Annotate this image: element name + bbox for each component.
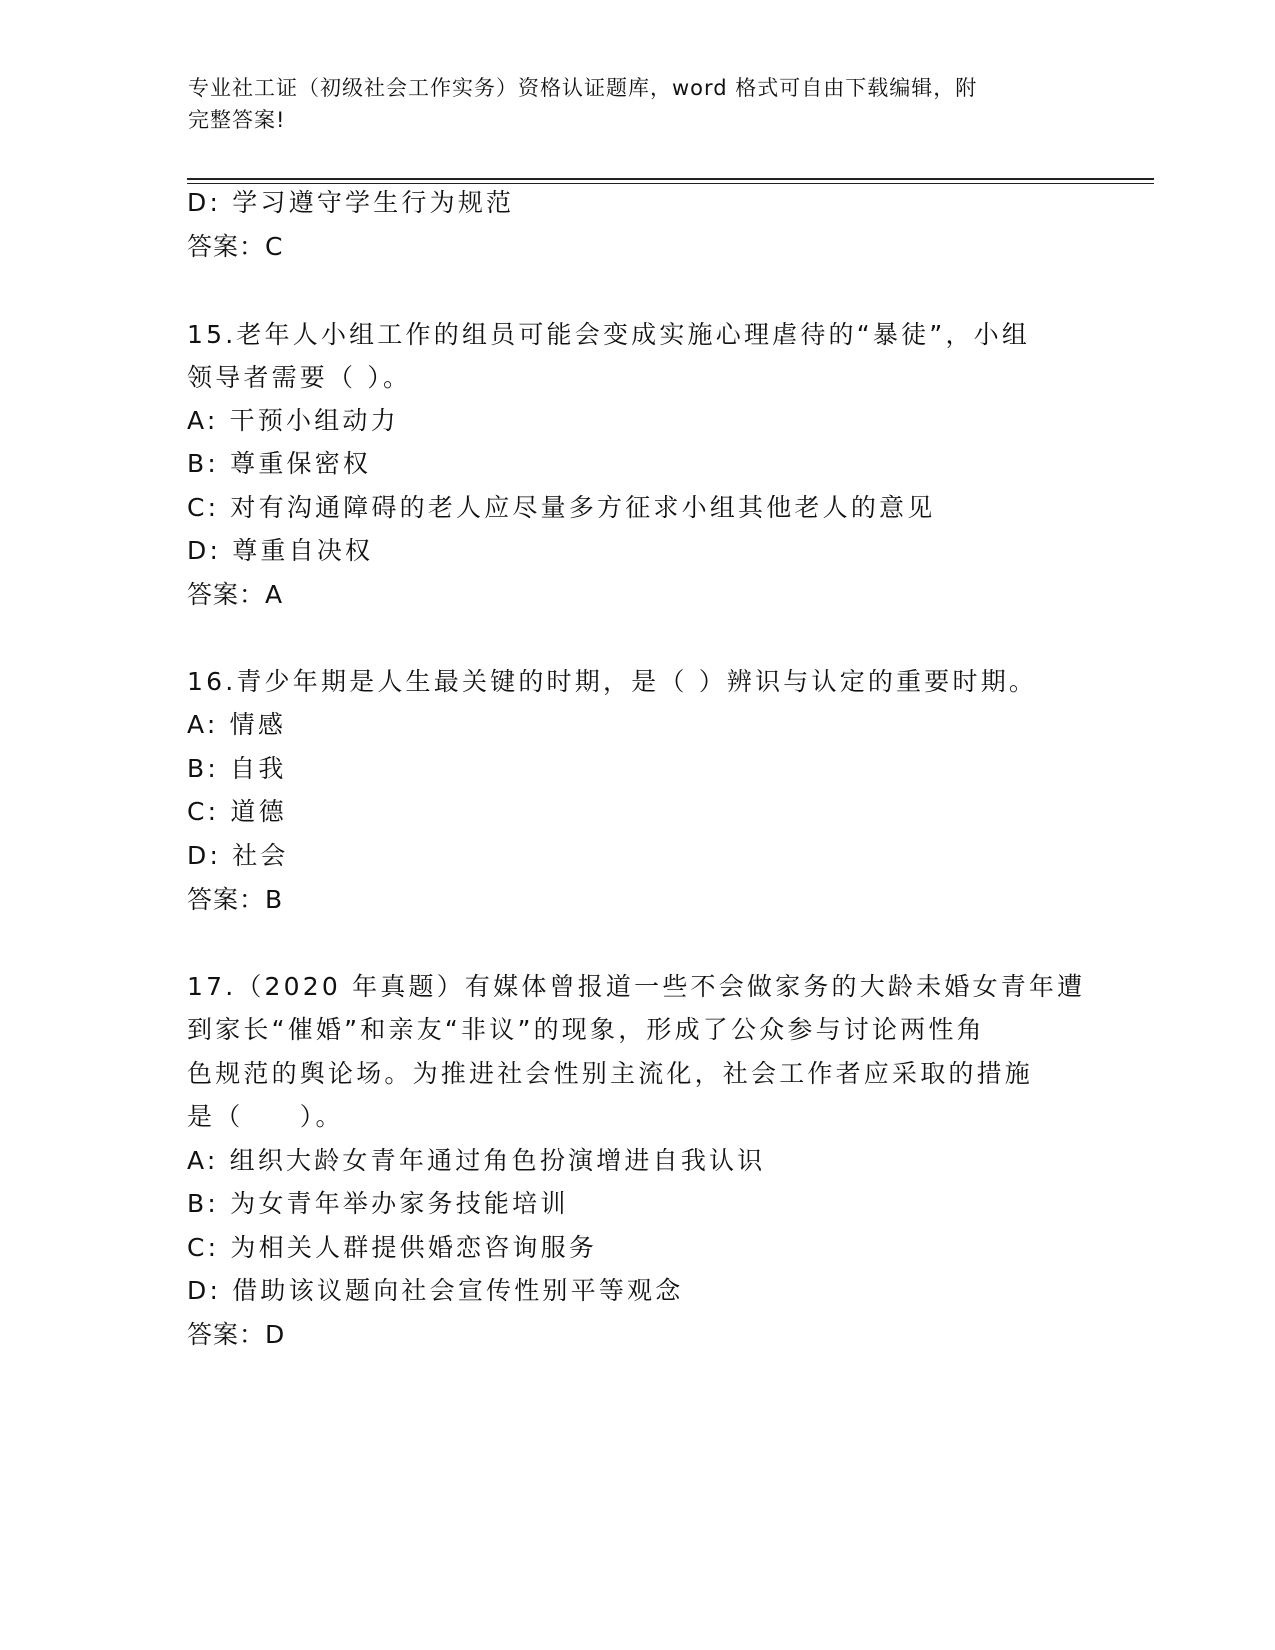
question-15-option-a: A: 干预小组动力 <box>187 406 399 435</box>
question-16-option-c: C: 道德 <box>187 797 287 826</box>
question-17-stem-line-3: 色规范的舆论场。为推进社会性别主流化，社会工作者应采取的措施 <box>187 1059 1034 1088</box>
question-15-option-c: C: 对有沟通障碍的老人应尽量多方征求小组其他老人的意见 <box>187 493 936 522</box>
question-15-option-d: D: 尊重自决权 <box>187 536 374 565</box>
question-16-stem-line-1: 16.青少年期是人生最关键的时期，是（ ）辨识与认定的重要时期。 <box>187 667 1038 696</box>
question-16-option-b: B: 自我 <box>187 754 287 783</box>
header-divider-thick <box>187 178 1154 180</box>
question-17-option-a: A: 组织大龄女青年通过角色扮演增进自我认识 <box>187 1146 766 1175</box>
question-15-stem-line-2: 领导者需要（ ）。 <box>187 363 412 392</box>
question-15-option-b: B: 尊重保密权 <box>187 449 372 478</box>
question-17-option-b: B: 为女青年举办家务技能培训 <box>187 1189 569 1218</box>
question-15-stem-line-1: 15.老年人小组工作的组员可能会变成实施心理虐待的“暴徒”，小组 <box>187 320 1031 349</box>
question-17-option-d: D: 借助该议题向社会宣传性别平等观念 <box>187 1276 684 1305</box>
prev-option-d: D: 学习遵守学生行为规范 <box>187 188 515 217</box>
question-16-option-d: D: 社会 <box>187 841 289 870</box>
header-divider-thin <box>187 183 1154 184</box>
prev-answer: 答案：C <box>187 232 284 261</box>
question-17-stem-line-2: 到家长“催婚”和亲友“非议”的现象，形成了公众参与讨论两性角 <box>187 1015 985 1044</box>
header-title-line-1: 专业社工证（初级社会工作实务）资格认证题库，word 格式可自由下载编辑，附 <box>188 76 978 100</box>
question-16-answer: 答案：B <box>187 885 284 914</box>
header-title-line-2: 完整答案! <box>188 108 286 132</box>
question-17-stem-line-1: 17.（2020 年真题）有媒体曾报道一些不会做家务的大龄未婚女青年遭 <box>187 972 1086 1001</box>
question-17-answer: 答案：D <box>187 1320 286 1349</box>
question-17-stem-line-4: 是（ ）。 <box>187 1102 344 1131</box>
question-17-option-c: C: 为相关人群提供婚恋咨询服务 <box>187 1233 598 1262</box>
question-16-option-a: A: 情感 <box>187 710 287 739</box>
question-15-answer: 答案：A <box>187 580 284 609</box>
page-header <box>188 72 1068 136</box>
